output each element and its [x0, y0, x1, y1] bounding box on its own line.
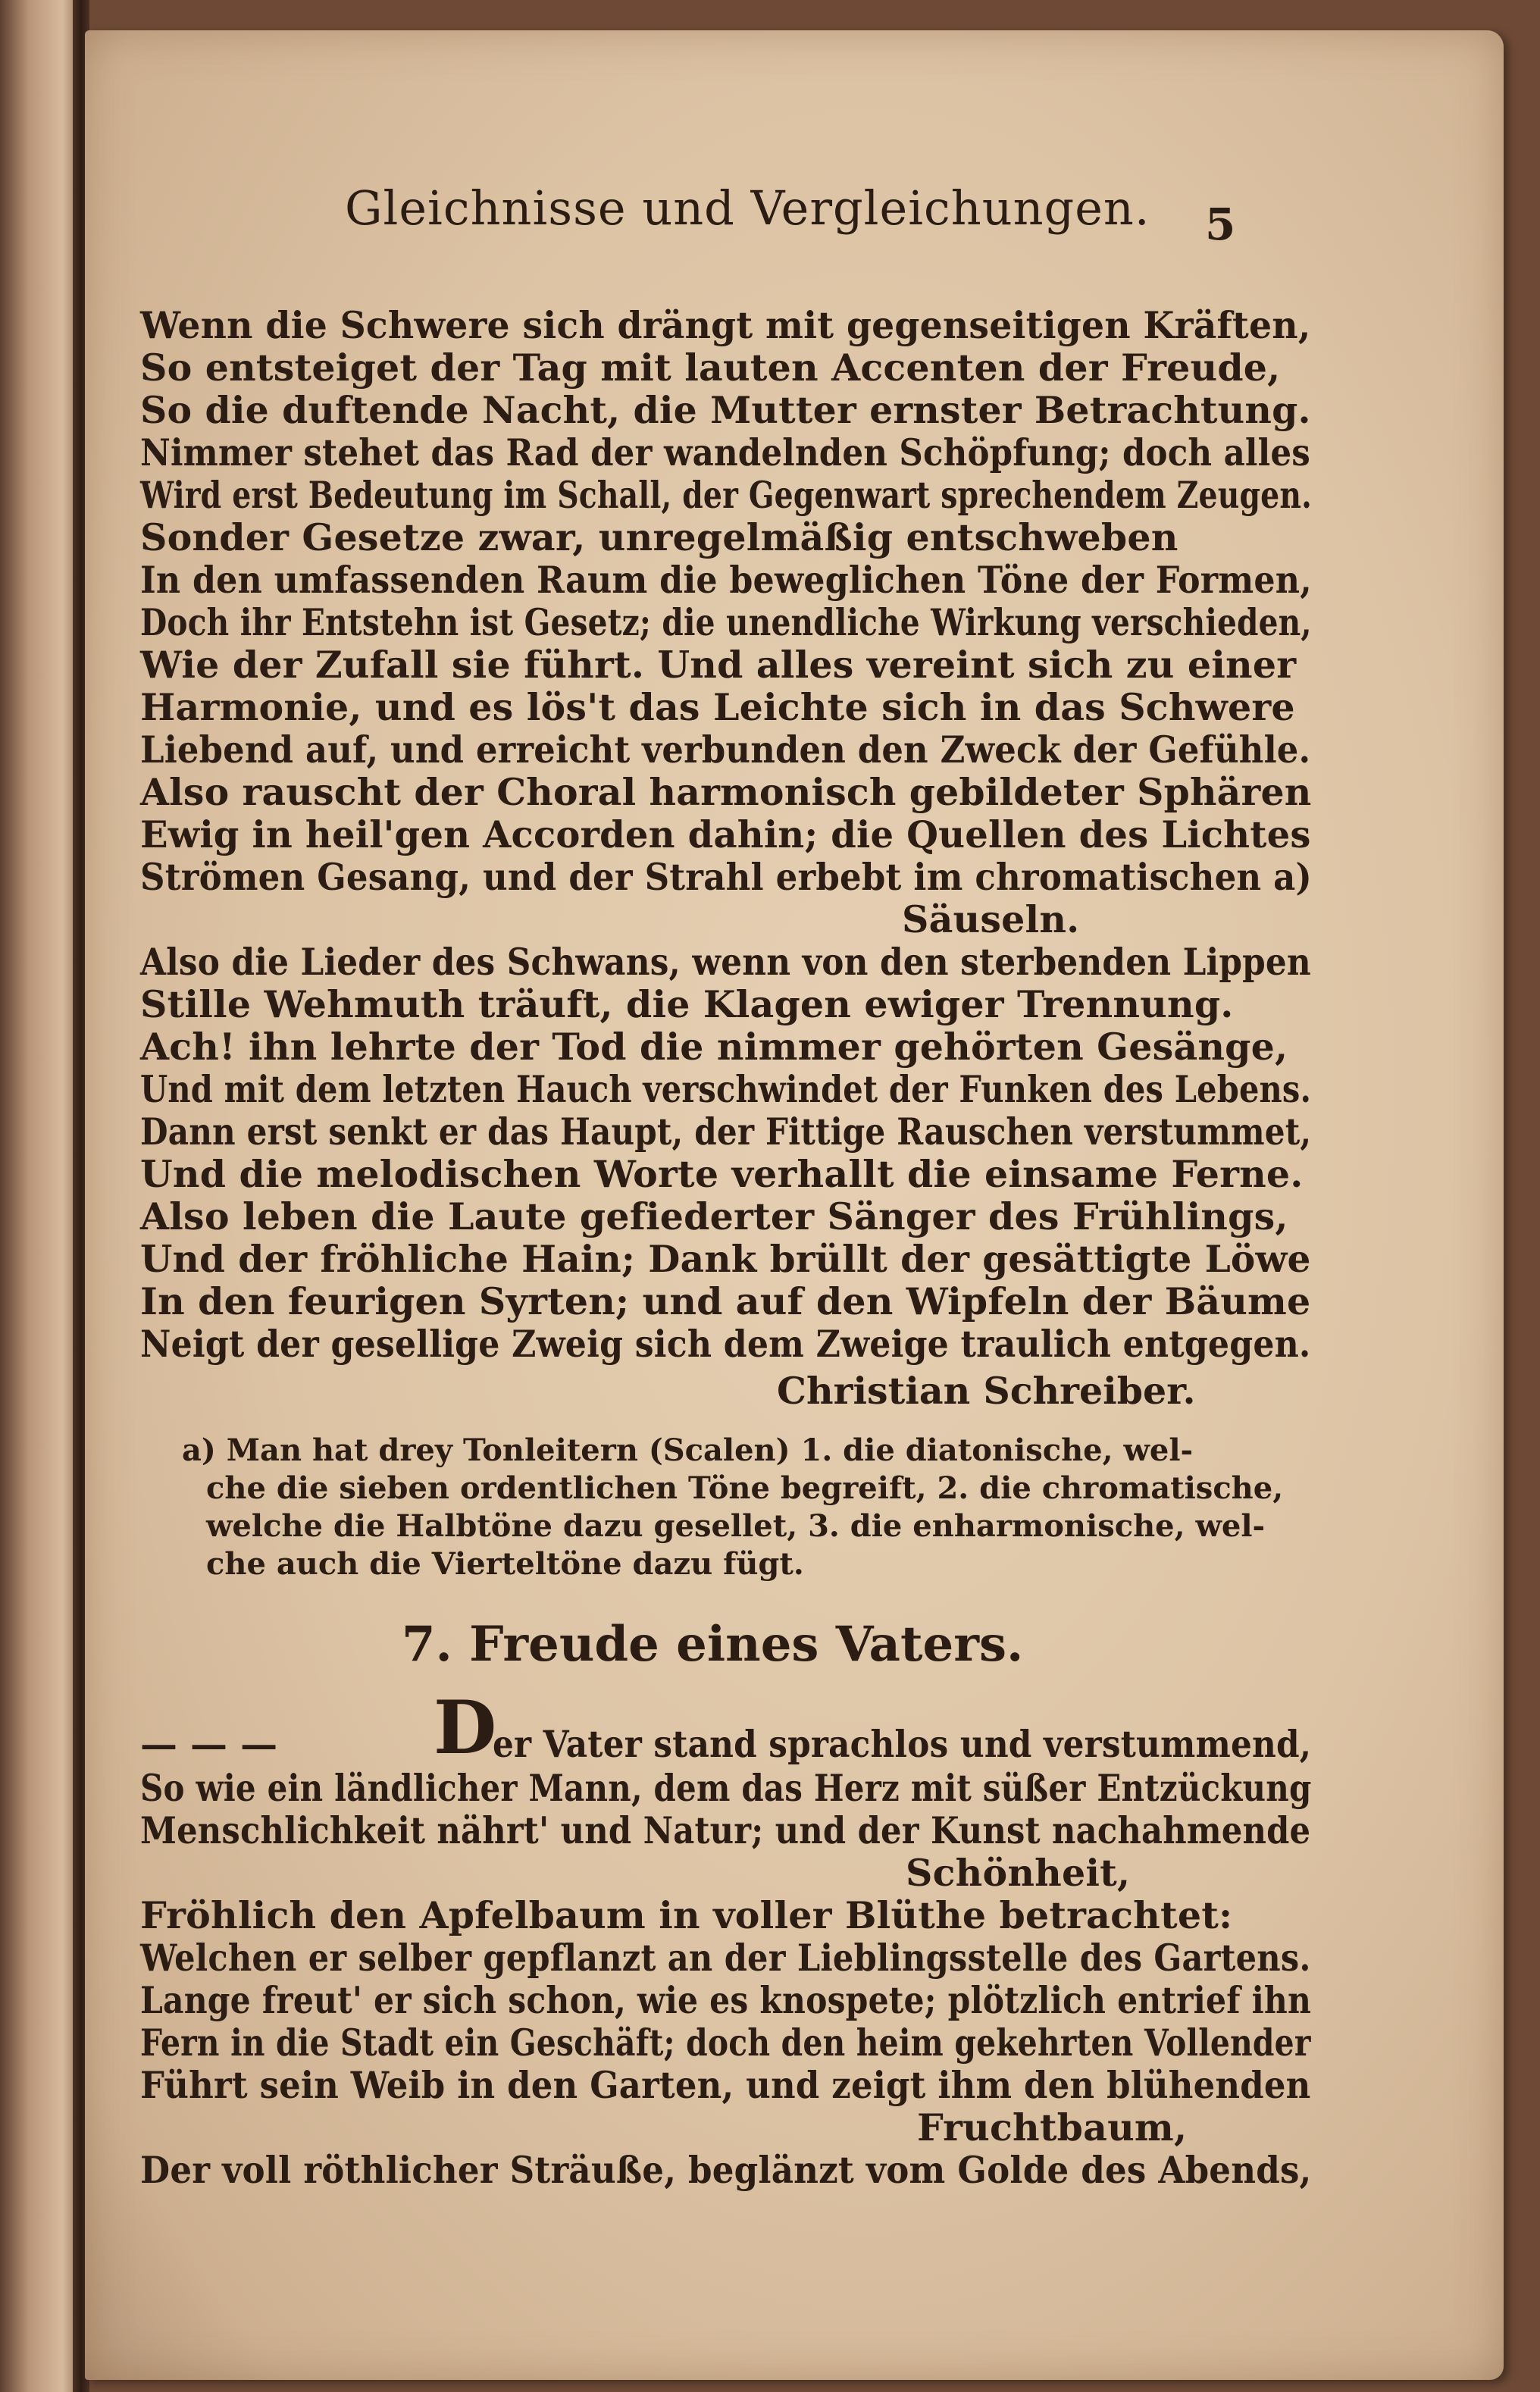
poem-line: Ewig in heil'gen Accorden dahin; die Quellen des Lichtes [140, 812, 1311, 856]
poem-line: Strömen Gesang, und der Strahl erbebt im chromatischen a) [140, 855, 1313, 899]
footnote-line: che auch die Vierteltöne dazu fügt. [206, 1546, 804, 1582]
poem-line: er Vater stand sprachlos und verstummend, [493, 1722, 1312, 1766]
poem-line: Ach! ihn lehrte der Tod die nimmer gehörten Gesänge, [140, 1025, 1288, 1069]
poem-line: Liebend auf, und erreicht verbunden den Zweck der Gefühle. [140, 728, 1311, 772]
poem-line: Wenn die Schwere sich drängt mit gegenseitigen Kräften, [140, 303, 1311, 347]
poem-line-continuation: Säuseln. [902, 897, 1080, 941]
poem-line: Also die Lieder des Schwans, wenn von den sterbenden Lippen [140, 940, 1311, 984]
left-page-edge [0, 0, 83, 2392]
poem-line: Und die melodischen Worte verhallt die einsame Ferne. [140, 1152, 1304, 1196]
poem-line: Lange freut' er sich schon, wie es knospete; plötzlich entrief ihn [140, 1978, 1312, 2022]
poem-line: Neigt der gesellige Zweig sich dem Zweige traulich entgegen. [140, 1322, 1311, 1366]
poem-line: Harmonie, und es lös't das Leichte sich in das Schwere [140, 685, 1295, 729]
poem-line: Also rauscht der Choral harmonisch gebildeter Sphären [140, 770, 1312, 814]
poem-line: So entsteiget der Tag mit lauten Accenten der Freude, [140, 346, 1281, 390]
drop-cap: D [434, 1685, 497, 1771]
footnote-line: che die sieben ordentlichen Töne begreift, 2. die chromatische, [206, 1470, 1284, 1506]
poem-line: Dann erst senkt er das Haupt, der Fittige Rauschen verstummet, [140, 1110, 1312, 1154]
poem-line: Menschlichkeit nährt' und Natur; und der Kunst nachahmende [140, 1808, 1311, 1852]
poem-line: Der voll röthlicher Sträuße, beglänzt vom Golde des Abends, [140, 2148, 1312, 2192]
poem-author: Christian Schreiber. [777, 1369, 1196, 1413]
poem-line: Wird erst Bedeutung im Schall, der Gegenwart sprechendem Zeugen. [140, 473, 1313, 517]
poem-line: Also leben die Laute gefiederter Sänger des Frühlings, [140, 1194, 1288, 1238]
running-header: Gleichnisse und Vergleichungen. [345, 180, 1150, 236]
poem-line: So die duftende Nacht, die Mutter ernster Betrachtung. [140, 388, 1311, 432]
poem-line: Stille Wehmuth träuft, die Klagen ewiger Trennung. [140, 982, 1234, 1026]
page-number: 5 [1205, 199, 1236, 250]
poem-line-continuation: Fruchtbaum, [917, 2106, 1188, 2149]
poem-line: Wie der Zufall sie führt. Und alles vereint sich zu einer [140, 643, 1297, 687]
section-title: 7. Freude eines Vaters. [402, 1616, 1024, 1673]
poem-line: In den feurigen Syrten; und auf den Wipfeln der Bäume [140, 1279, 1311, 1323]
poem-line: Doch ihr Entstehn ist Gesetz; die unendliche Wirkung verschieden, [140, 600, 1312, 644]
poem-line: Führt sein Weib in den Garten, und zeigt ihm den blühenden [140, 2063, 1311, 2107]
opening-dashes: — — — [140, 1722, 278, 1766]
footnote-line: welche die Halbtöne dazu gesellet, 3. die enharmonische, wel- [206, 1508, 1266, 1544]
poem-line-continuation: Schönheit, [906, 1851, 1131, 1895]
poem-line: Fröhlich den Apfelbaum in voller Blüthe betrachtet: [140, 1893, 1233, 1937]
poem-line: In den umfassenden Raum die beweglichen Töne der Formen, [140, 558, 1312, 602]
poem-line: Und mit dem letzten Hauch verschwindet der Funken des Lebens. [140, 1067, 1312, 1111]
poem-line: So wie ein ländlicher Mann, dem das Herz mit süßer Entzückung [140, 1766, 1312, 1810]
poem-line: Sonder Gesetze zwar, unregelmäßig entschweben [140, 515, 1178, 559]
footnote-line: a) Man hat drey Tonleitern (Scalen) 1. die diatonische, wel- [182, 1432, 1194, 1468]
poem-line: Und der fröhliche Hain; Dank brüllt der gesättigte Löwe [140, 1237, 1311, 1281]
poem-line: Welchen er selber gepflanzt an der Lieblingsstelle des Gartens. [140, 1936, 1311, 1980]
poem-line: Fern in die Stadt ein Geschäft; doch den heim gekehrten Vollender [140, 2021, 1311, 2065]
poem-line: Nimmer stehet das Rad der wandelnden Schöpfung; doch alles [140, 430, 1310, 474]
